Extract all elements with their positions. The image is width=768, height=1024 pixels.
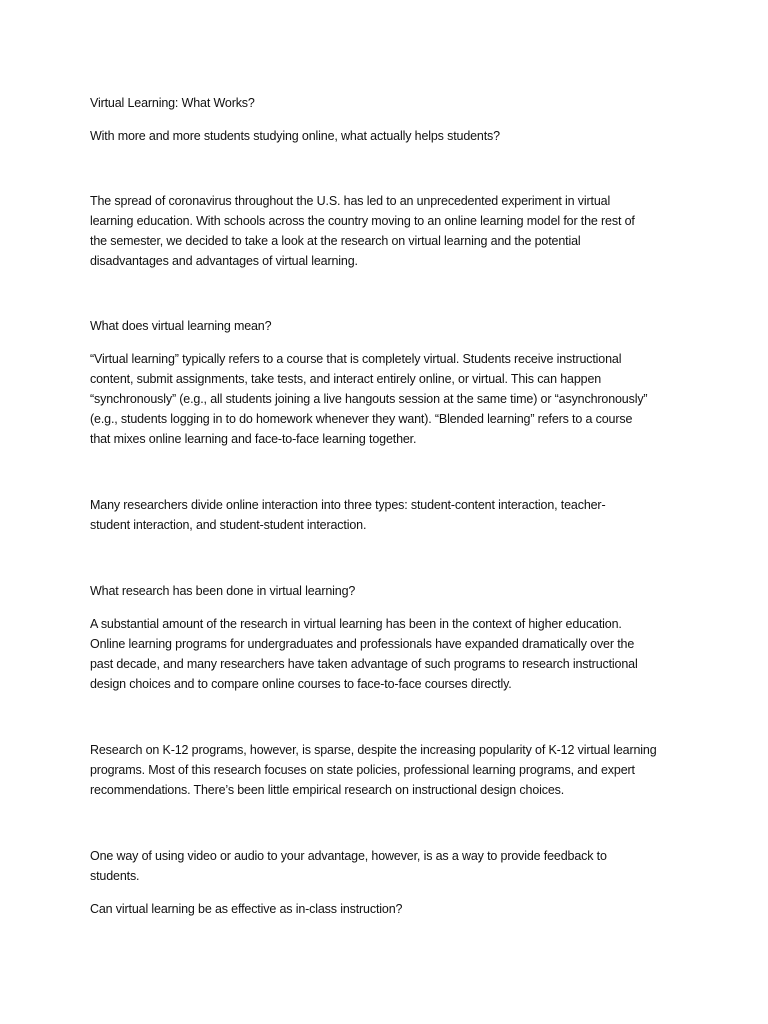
section-heading-research: What research has been done in virtual learning? bbox=[90, 584, 356, 598]
paragraph-line: student interaction, and student-student interaction. bbox=[90, 518, 367, 532]
paragraph-line: Online learning programs for undergraduates and professionals have expanded dramatically over the bbox=[90, 637, 635, 651]
paragraph-line: content, submit assignments, take tests, and interact entirely online, or virtual. This can happen bbox=[90, 372, 602, 386]
paragraph-line: (e.g., students logging in to do homework whenever they want). “Blended learning” refers to a course bbox=[90, 412, 633, 426]
document-title: Virtual Learning: What Works? bbox=[90, 96, 255, 110]
paragraph-line: design choices and to compare online courses to face-to-face courses directly. bbox=[90, 677, 512, 691]
paragraph-line: the semester, we decided to take a look at the research on virtual learning and the potential bbox=[90, 234, 581, 248]
paragraph-line: recommendations. There’s been little empirical research on instructional design choices. bbox=[90, 783, 565, 797]
document-subtitle: With more and more students studying online, what actually helps students? bbox=[90, 129, 500, 143]
paragraph-line: past decade, and many researchers have taken advantage of such programs to research instructional bbox=[90, 657, 638, 671]
paragraph-line: learning education. With schools across the country moving to an online learning model for the rest of bbox=[90, 214, 635, 228]
paragraph-line: disadvantages and advantages of virtual learning. bbox=[90, 254, 358, 268]
paragraph-line: students. bbox=[90, 869, 140, 883]
paragraph-line: Research on K-12 programs, however, is sparse, despite the increasing popularity of K-12 virtual learning bbox=[90, 743, 657, 757]
paragraph-line: The spread of coronavirus throughout the U.S. has led to an unprecedented experiment in virtual bbox=[90, 194, 611, 208]
paragraph-line: programs. Most of this research focuses on state policies, professional learning programs, and expert bbox=[90, 763, 635, 777]
paragraph-line: A substantial amount of the research in virtual learning has been in the context of higher education. bbox=[90, 617, 622, 631]
paragraph-line: One way of using video or audio to your advantage, however, is as a way to provide feedback to bbox=[90, 849, 607, 863]
paragraph-line: “Virtual learning” typically refers to a course that is completely virtual. Students receive instructional bbox=[90, 352, 622, 366]
paragraph-line: “synchronously” (e.g., all students joining a live hangouts session at the same time) or “asynchronously” bbox=[90, 392, 648, 406]
paragraph-line: that mixes online learning and face-to-face learning together. bbox=[90, 432, 417, 446]
paragraph-line: Many researchers divide online interaction into three types: student-content interaction, teacher- bbox=[90, 498, 606, 512]
section-heading-meaning: What does virtual learning mean? bbox=[90, 319, 272, 333]
section-heading-effective: Can virtual learning be as effective as in-class instruction? bbox=[90, 902, 403, 916]
